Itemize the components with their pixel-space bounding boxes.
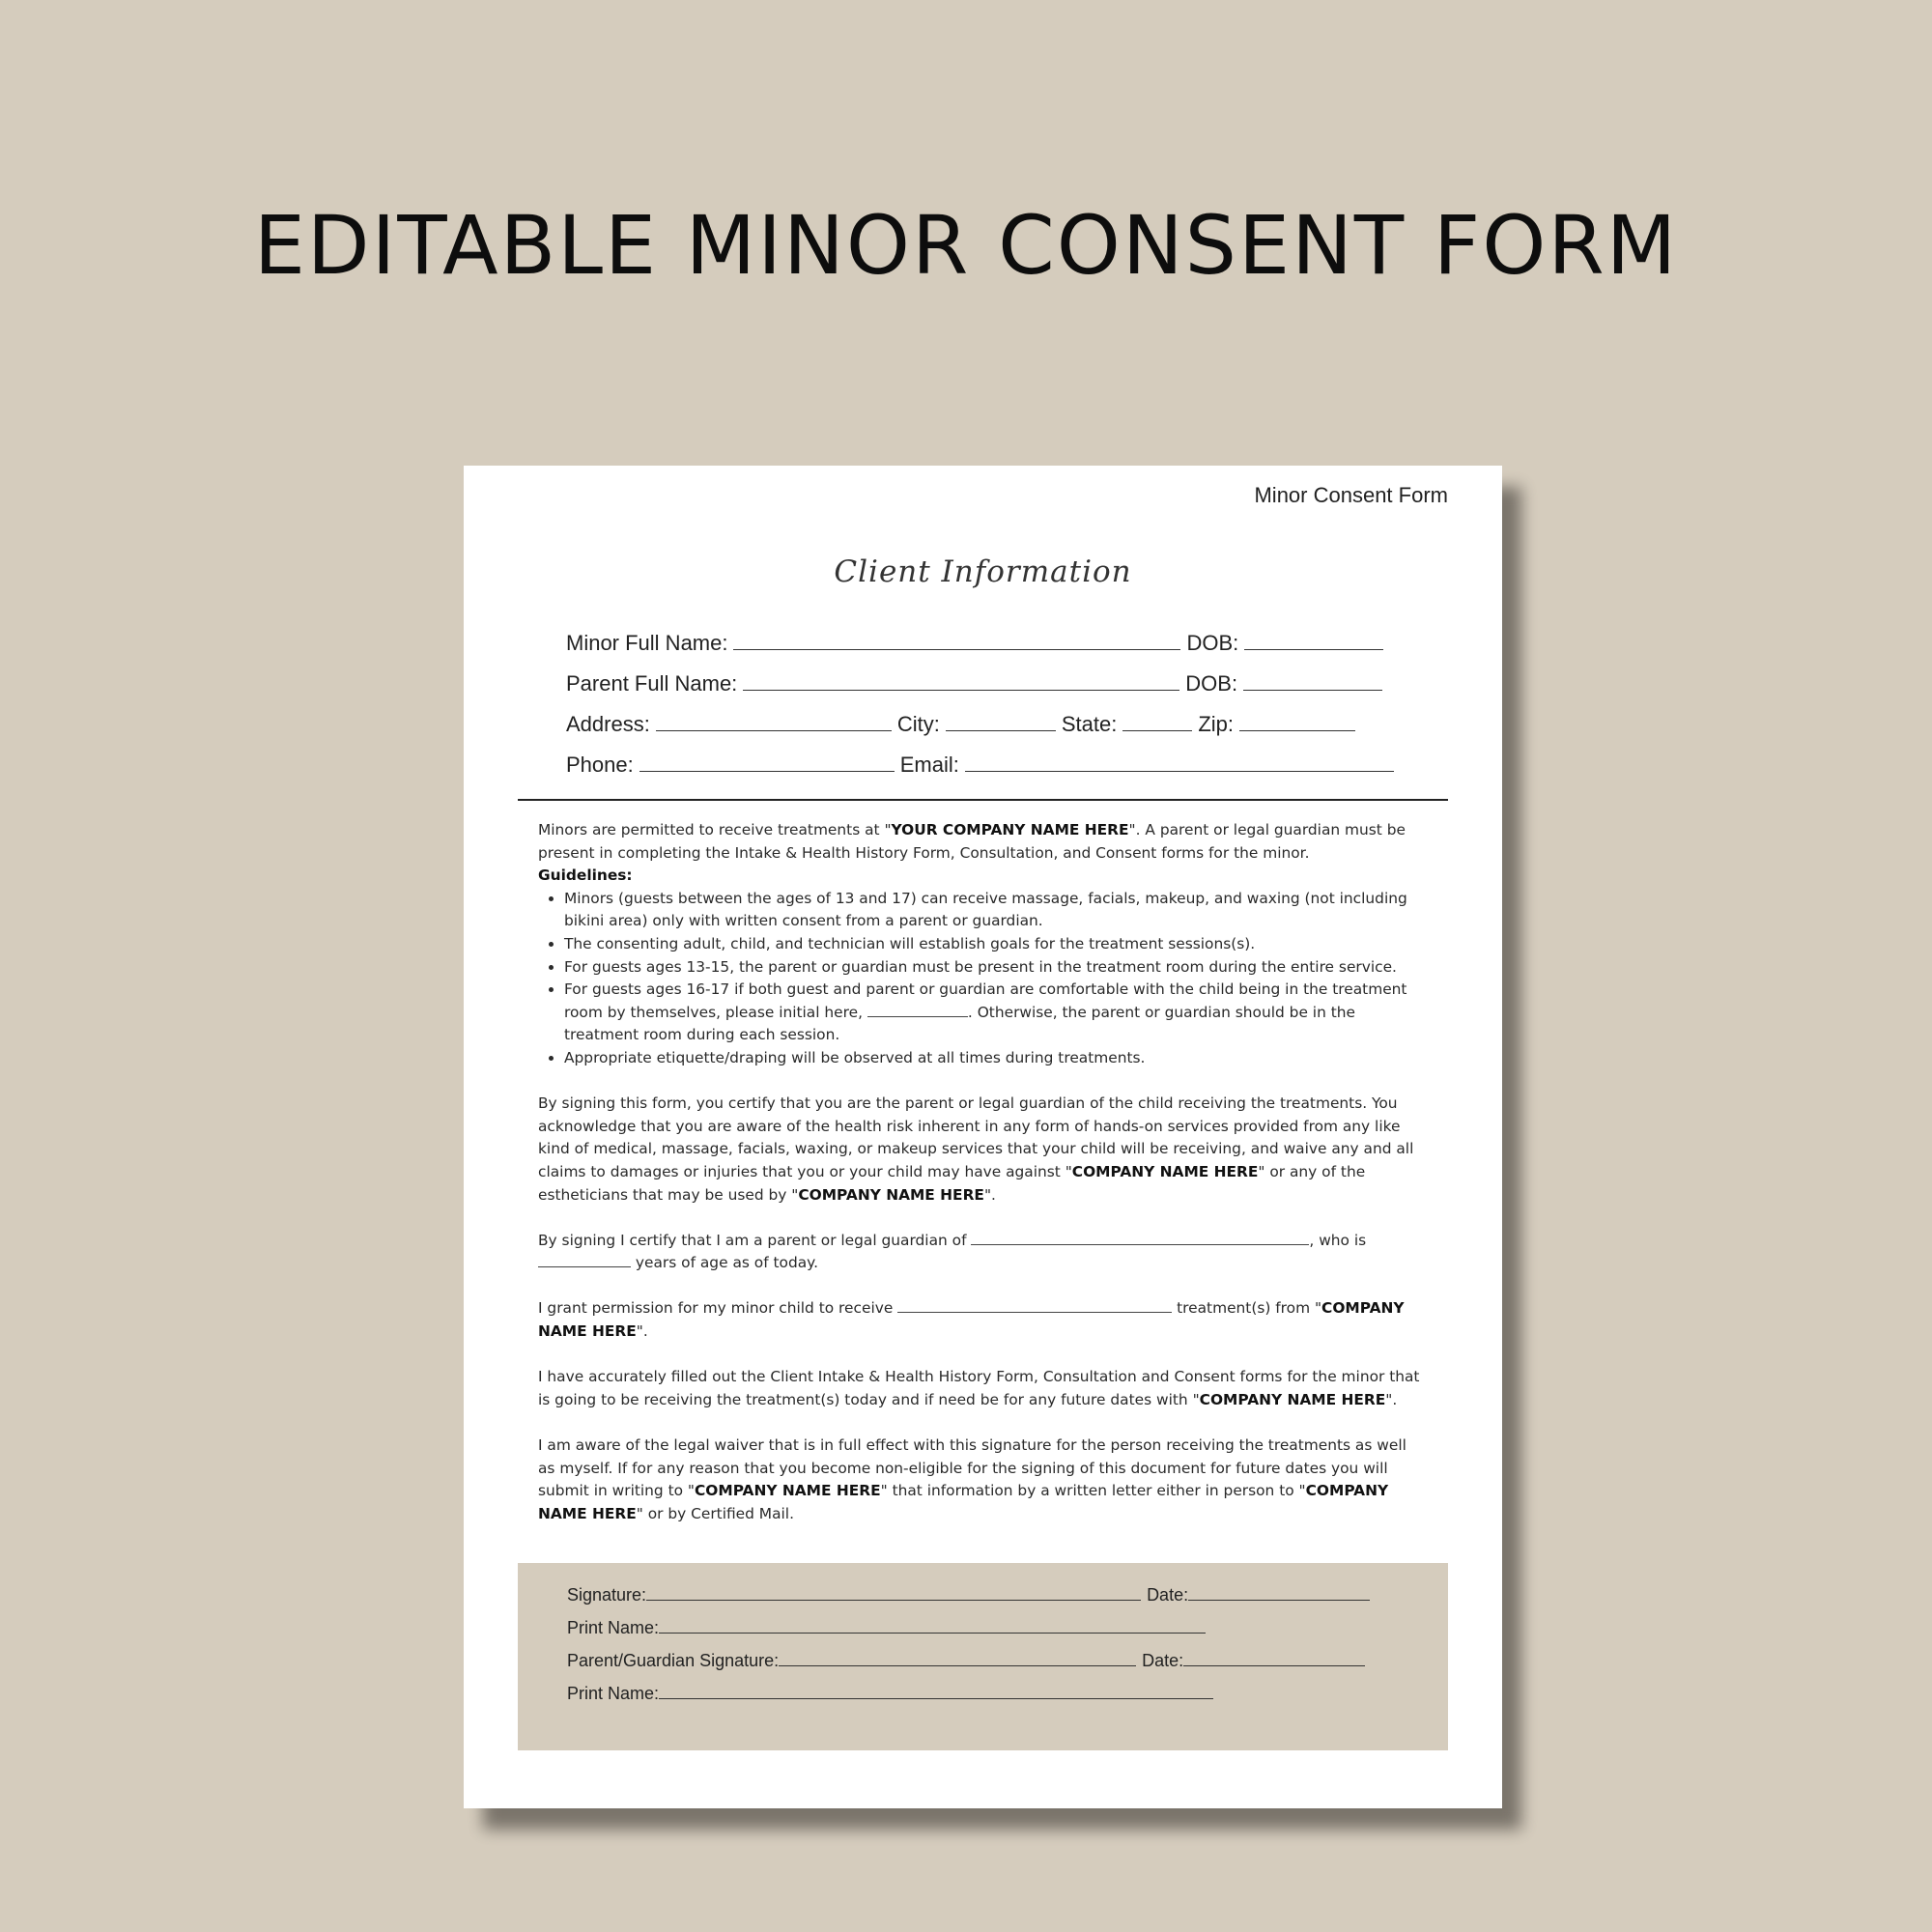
guidelines-list	[538, 888, 1427, 1070]
city-label: City:	[896, 712, 940, 736]
signature-row	[567, 1584, 1374, 1605]
document-label: Minor Consent Form	[1254, 483, 1448, 507]
phone-label: Phone:	[566, 753, 634, 777]
guardian-text-2: , who is	[1309, 1231, 1367, 1249]
parent-signature-label: Parent/Guardian Signature:	[567, 1651, 780, 1670]
certify-company-1: COMPANY NAME HERE	[1071, 1162, 1259, 1180]
phone-field[interactable]	[639, 752, 895, 772]
parent-print-name-field[interactable]	[659, 1683, 1213, 1699]
email-label: Email:	[899, 753, 959, 777]
guardian-paragraph	[538, 1230, 1427, 1275]
guideline-item: • Minors (guests between the ages of 13 and 17) can receive massage, facials, makeup, and waxing (not including bikini area) only with written consent from a parent or guardian.	[564, 888, 1427, 933]
minor-dob-label: DOB:	[1186, 631, 1239, 655]
consent-body	[538, 819, 1427, 1548]
state-label: State:	[1061, 712, 1118, 736]
certify-company-2: COMPANY NAME HERE	[798, 1185, 984, 1204]
parent-print-name-label: Print Name:	[567, 1684, 660, 1703]
treatment-field[interactable]	[897, 1297, 1172, 1313]
parent-date-field[interactable]	[1183, 1650, 1365, 1666]
guidelines-heading: Guidelines:	[538, 867, 633, 885]
waiver-paragraph	[538, 1435, 1427, 1525]
minor-name-field[interactable]	[733, 630, 1180, 650]
address-row	[566, 711, 1416, 752]
parent-date-label: Date:	[1142, 1651, 1184, 1670]
email-field[interactable]	[965, 752, 1394, 772]
filled-text-1: I have accurately filled out the Client Intake & Health History Form, Consultation and Consent forms for the minor that is going to be receiving the treatment(s) today and if need be for any future dates with "	[538, 1368, 1420, 1408]
intro-company: YOUR COMPANY NAME HERE	[891, 821, 1129, 838]
certify-text-1: By signing this form, you certify that you are the parent or legal guardian of the child receiving the treatments. You acknowledge that you are aware of the health risk inherent in any form of hands-on services provided from any like kind of medical, massage, facials, waxing, or makeup services that your child will be receiving, and waive any and all claims to damages or injuries that you or your child may have against "	[538, 1094, 1414, 1180]
waiver-text-1: I am aware of the legal waiver that is in full effect with this signature for the person receiving the treatments as well as myself. If for any reason that you become non-eligible for the signing of this document for future dates you will submit in writing to "	[538, 1436, 1406, 1500]
parent-dob-label: DOB:	[1185, 671, 1238, 696]
child-name-field[interactable]	[971, 1230, 1309, 1245]
form-page	[464, 466, 1502, 1808]
parent-name-row	[566, 670, 1416, 711]
address-label: Address:	[566, 712, 650, 736]
minor-dob-field[interactable]	[1244, 630, 1383, 650]
parent-signature-row	[567, 1650, 1369, 1671]
city-field[interactable]	[946, 711, 1056, 731]
intro-paragraph	[538, 819, 1427, 888]
parent-name-label: Parent Full Name:	[566, 671, 738, 696]
signature-field[interactable]	[646, 1584, 1141, 1601]
certify-paragraph	[538, 1093, 1427, 1207]
permission-paragraph	[538, 1297, 1427, 1343]
zip-field[interactable]	[1239, 711, 1355, 731]
permission-company: COMPANY NAME HERE	[538, 1299, 1405, 1341]
filled-company: COMPANY NAME HERE	[1199, 1390, 1386, 1408]
client-info-fields	[566, 630, 1416, 792]
parent-dob-field[interactable]	[1243, 670, 1382, 691]
contact-row	[566, 752, 1416, 792]
parent-signature-field[interactable]	[779, 1650, 1136, 1666]
waiver-text-3: " or by Certified Mail.	[636, 1504, 794, 1522]
permission-text-1: I grant permission for my minor child to receive	[538, 1299, 894, 1318]
filled-paragraph	[538, 1366, 1427, 1411]
signature-panel	[518, 1563, 1448, 1750]
intro-text-2: ". A parent or legal guardian must be present in completing the Intake & Health History Form, Consultation, and Consent forms for the minor.	[538, 821, 1406, 862]
guideline-4b: . Otherwise, the parent or guardian should be in the treatment room during each session.	[564, 1003, 1355, 1044]
state-field[interactable]	[1122, 711, 1192, 731]
intro-text-1: Minors are permitted to receive treatments at "	[538, 821, 892, 838]
certify-text-3: ".	[983, 1185, 996, 1204]
guardian-text-3: years of age as of today.	[635, 1254, 818, 1272]
minor-name-row	[566, 630, 1416, 670]
guideline-4a: For guests ages 16-17 if both guest and parent or guardian are comfortable with the child being in the treatment room by themselves, please initial here,	[564, 980, 1407, 1021]
date-field[interactable]	[1188, 1584, 1370, 1601]
minor-name-label: Minor Full Name:	[566, 631, 728, 655]
certify-text-2: " or any of the estheticians that may be used by "	[538, 1162, 1366, 1204]
waiver-text-2: " that information by a written letter either in person to "	[880, 1482, 1306, 1500]
guideline-item: • The consenting adult, child, and technician will establish goals for the treatment sessions(s).	[564, 933, 1427, 956]
guideline-item: • For guests ages 13-15, the parent or guardian must be present in the treatment room during the entire service.	[564, 956, 1427, 980]
print-name-label: Print Name:	[567, 1618, 660, 1637]
address-field[interactable]	[656, 711, 892, 731]
print-name-field[interactable]	[659, 1617, 1206, 1634]
child-age-field[interactable]	[538, 1252, 631, 1267]
permission-text-3: ".	[636, 1322, 648, 1341]
parent-name-field[interactable]	[743, 670, 1179, 691]
date-label: Date:	[1147, 1585, 1189, 1605]
guideline-item: • Appropriate etiquette/draping will be observed at all times during treatments.	[564, 1047, 1427, 1070]
zip-label: Zip:	[1198, 712, 1234, 736]
section-title: Client Information	[834, 554, 1132, 589]
page-headline: EDITABLE MINOR CONSENT FORM	[253, 198, 1679, 293]
waiver-company-1: COMPANY NAME HERE	[695, 1482, 881, 1500]
waiver-company-2: COMPANY NAME HERE	[538, 1482, 1389, 1522]
print-name-row	[567, 1617, 1209, 1638]
initial-field[interactable]	[867, 1002, 968, 1017]
signature-label: Signature:	[567, 1585, 647, 1605]
permission-text-2: treatment(s) from "	[1177, 1299, 1322, 1318]
guardian-text-1: By signing I certify that I am a parent or legal guardian of	[538, 1231, 967, 1249]
guideline-item	[564, 979, 1427, 1047]
filled-text-2: ".	[1385, 1390, 1398, 1408]
section-divider	[518, 799, 1448, 801]
parent-print-name-row	[567, 1683, 1217, 1704]
